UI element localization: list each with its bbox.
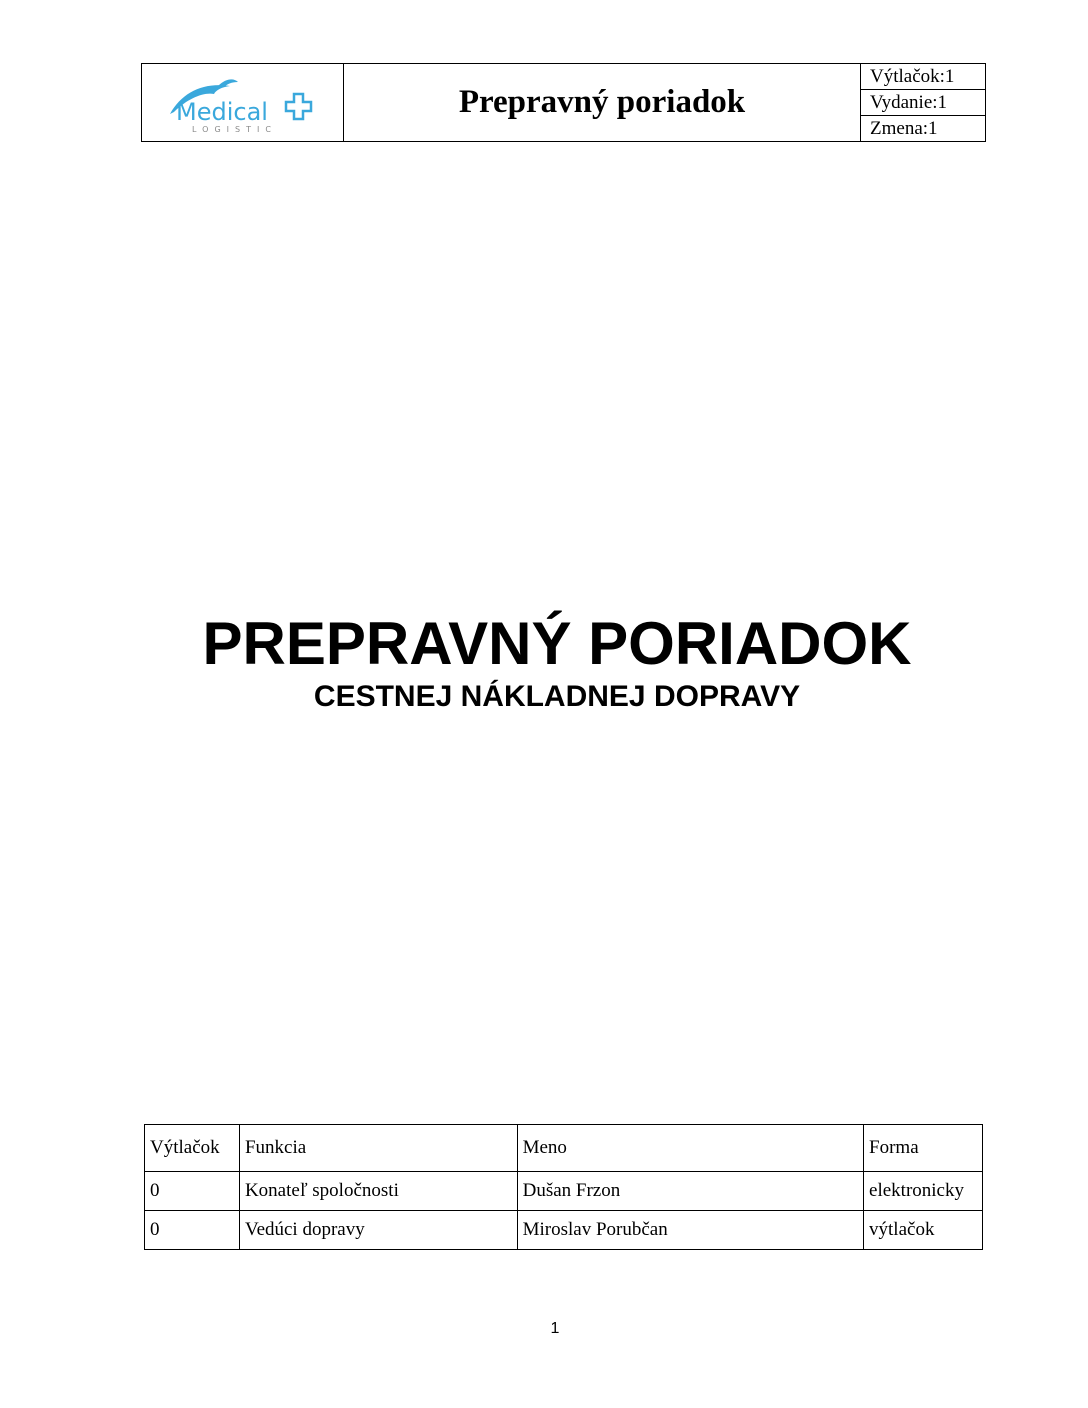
column-header: Výtlačok [145,1125,240,1172]
table-cell: Konateľ spoločnosti [239,1172,517,1211]
table-cell: výtlačok [864,1211,983,1250]
table-cell: Vedúci dopravy [239,1211,517,1250]
table-cell: 0 [145,1172,240,1211]
column-header: Meno [517,1125,863,1172]
meta-copy: Výtlačok:1 [861,64,985,90]
logo-subtext: LOGISTIC [192,125,277,134]
table-cell: elektronicky [864,1172,983,1211]
table-cell: Miroslav Porubčan [517,1211,863,1250]
medical-cross-icon [286,94,311,119]
column-header: Forma [864,1125,983,1172]
company-logo [164,74,324,134]
distribution-table [144,1124,983,1250]
document-subtitle: CESTNEJ NÁKLADNEJ DOPRAVY [313,680,801,713]
table-row [145,1211,983,1250]
column-header: Funkcia [239,1125,517,1172]
header-meta [861,64,985,141]
page-number: 1 [550,1320,560,1337]
header-title: Prepravný poriadok [344,64,861,141]
table-cell: 0 [145,1211,240,1250]
table-row [145,1172,983,1211]
table-cell: Dušan Frzon [517,1172,863,1211]
logo-cell [142,64,344,141]
logo-text: Medical [176,98,268,126]
document-header [141,63,986,142]
meta-edition: Vydanie:1 [861,90,985,116]
document-title: PREPRAVNÝ PORIADOK [202,610,912,677]
meta-revision: Zmena:1 [870,118,938,139]
table-header-row [145,1125,983,1172]
